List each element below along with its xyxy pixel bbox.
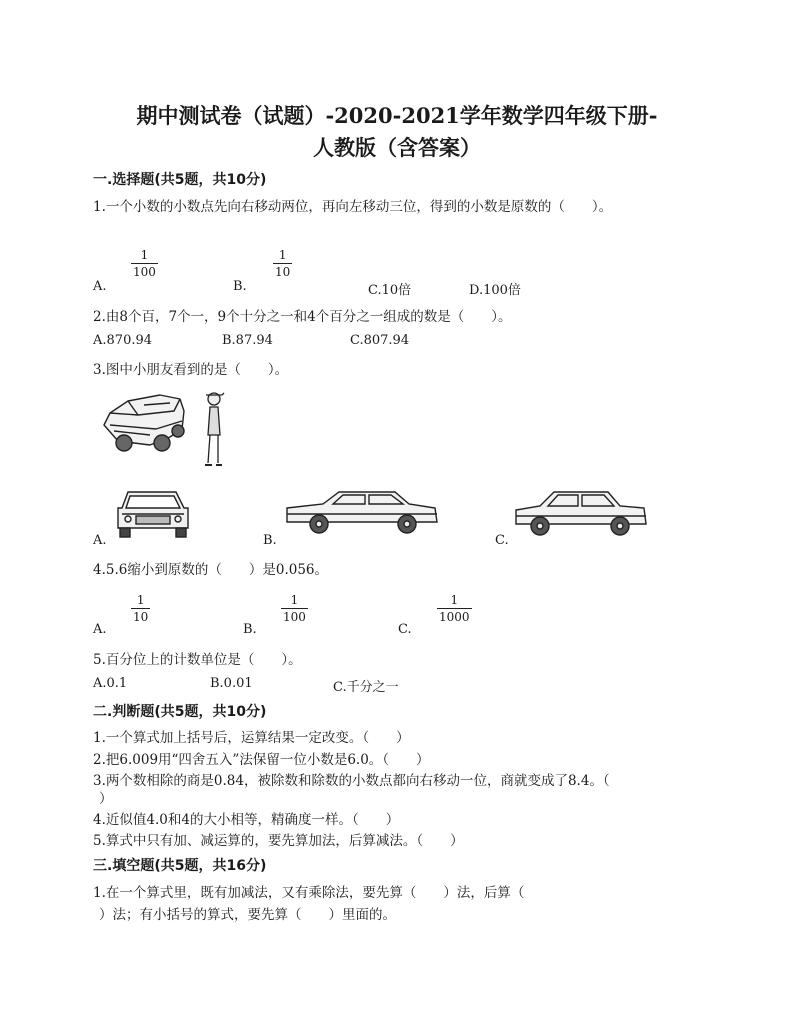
question-4: 4.5.6缩小到原数的（ ）是0.056。 xyxy=(93,562,328,578)
q4-c-denominator: 1000 xyxy=(439,610,470,624)
q3-option-a-car-front-view xyxy=(114,486,194,542)
q1-b-numerator: 1 xyxy=(278,248,287,262)
q2-option-a: A.870.94 xyxy=(93,333,153,348)
q2-option-b: B.87.94 xyxy=(222,333,273,348)
q4-a-numerator: 1 xyxy=(136,593,145,607)
q1-b-denominator: 10 xyxy=(275,265,291,279)
q4-b-denominator: 100 xyxy=(283,610,306,624)
q3-option-c-label: C. xyxy=(495,533,509,548)
q4-option-a-fraction xyxy=(131,593,150,624)
q3-option-c-car-side-view xyxy=(512,488,652,538)
q1-option-b-fraction xyxy=(273,248,292,279)
fraction-bar xyxy=(273,263,292,264)
q4-option-a-label: A. xyxy=(93,622,107,637)
q1-option-a-label: A. xyxy=(93,279,107,294)
q3-option-a-label: A. xyxy=(93,533,107,548)
question-3: 3.图中小朋友看到的是（ ）。 xyxy=(93,362,289,378)
fraction-bar xyxy=(281,608,308,609)
q1-option-a-fraction xyxy=(131,248,158,279)
fill-question-1-line1: 1.在一个算式里，既有加减法，又有乘除法，要先算（ ）法，后算（ xyxy=(93,885,525,901)
q4-a-denominator: 10 xyxy=(133,610,149,624)
q5-option-c: C.千分之一 xyxy=(333,680,399,695)
q4-option-c-fraction xyxy=(437,593,472,624)
page-title-line2: 人教版（含答案） xyxy=(313,135,481,160)
scene-car-and-child-illustration xyxy=(100,385,240,475)
fill-question-1-line2: ）法；有小括号的算式，要先算（ ）里面的。 xyxy=(99,907,396,923)
q1-option-d: D.100倍 xyxy=(469,283,521,298)
q1-a-denominator: 100 xyxy=(133,265,156,279)
section-heading-judge: 二.判断题(共5题，共10分) xyxy=(93,704,267,720)
section-heading-choice: 一.选择题(共5题，共10分) xyxy=(93,172,267,188)
section-heading-fill: 三.填空题(共5题，共16分) xyxy=(93,858,267,874)
q1-a-numerator: 1 xyxy=(140,248,149,262)
q5-option-b: B.0.01 xyxy=(210,676,253,691)
page-title-line1: 期中测试卷（试题）-2020-2021学年数学四年级下册- xyxy=(136,103,658,128)
judge-question-2: 2.把6.009用“四舍五入”法保留一位小数是6.0。（ ） xyxy=(93,752,430,768)
fraction-bar xyxy=(437,608,472,609)
q3-option-b-car-side-view xyxy=(283,488,443,538)
q1-option-b-label: B. xyxy=(233,279,247,294)
q4-c-numerator: 1 xyxy=(450,593,459,607)
judge-question-1: 1.一个算式加上括号后，运算结果一定改变。（ ） xyxy=(93,730,410,746)
q4-b-numerator: 1 xyxy=(290,593,299,607)
q4-option-c-label: C. xyxy=(398,622,412,637)
q5-option-a: A.0.1 xyxy=(93,676,128,691)
question-5: 5.百分位上的计数单位是（ ）。 xyxy=(93,652,302,668)
q2-option-c: C.807.94 xyxy=(350,333,410,348)
judge-question-4: 4.近似值4.0和4的大小相等，精确度一样。（ ） xyxy=(93,812,400,828)
q3-option-b-label: B. xyxy=(263,533,277,548)
q4-option-b-fraction xyxy=(281,593,308,624)
judge-question-3-line2: ） xyxy=(99,791,113,807)
judge-question-5: 5.算式中只有加、减运算的，要先算加法，后算减法。（ ） xyxy=(93,833,464,849)
q1-option-c: C.10倍 xyxy=(368,283,412,298)
question-1: 1.一个小数的小数点先向右移动两位，再向左移动三位，得到的小数是原数的（ ）。 xyxy=(93,199,613,215)
fraction-bar xyxy=(131,263,158,264)
q4-option-b-label: B. xyxy=(243,622,257,637)
judge-question-3-line1: 3.两个数相除的商是0.84，被除数和除数的小数点都向右移动一位，商就变成了8.4。（ xyxy=(93,773,610,789)
fraction-bar xyxy=(131,608,150,609)
question-2: 2.由8个百，7个一，9个十分之一和4个百分之一组成的数是（ ）。 xyxy=(93,309,512,325)
